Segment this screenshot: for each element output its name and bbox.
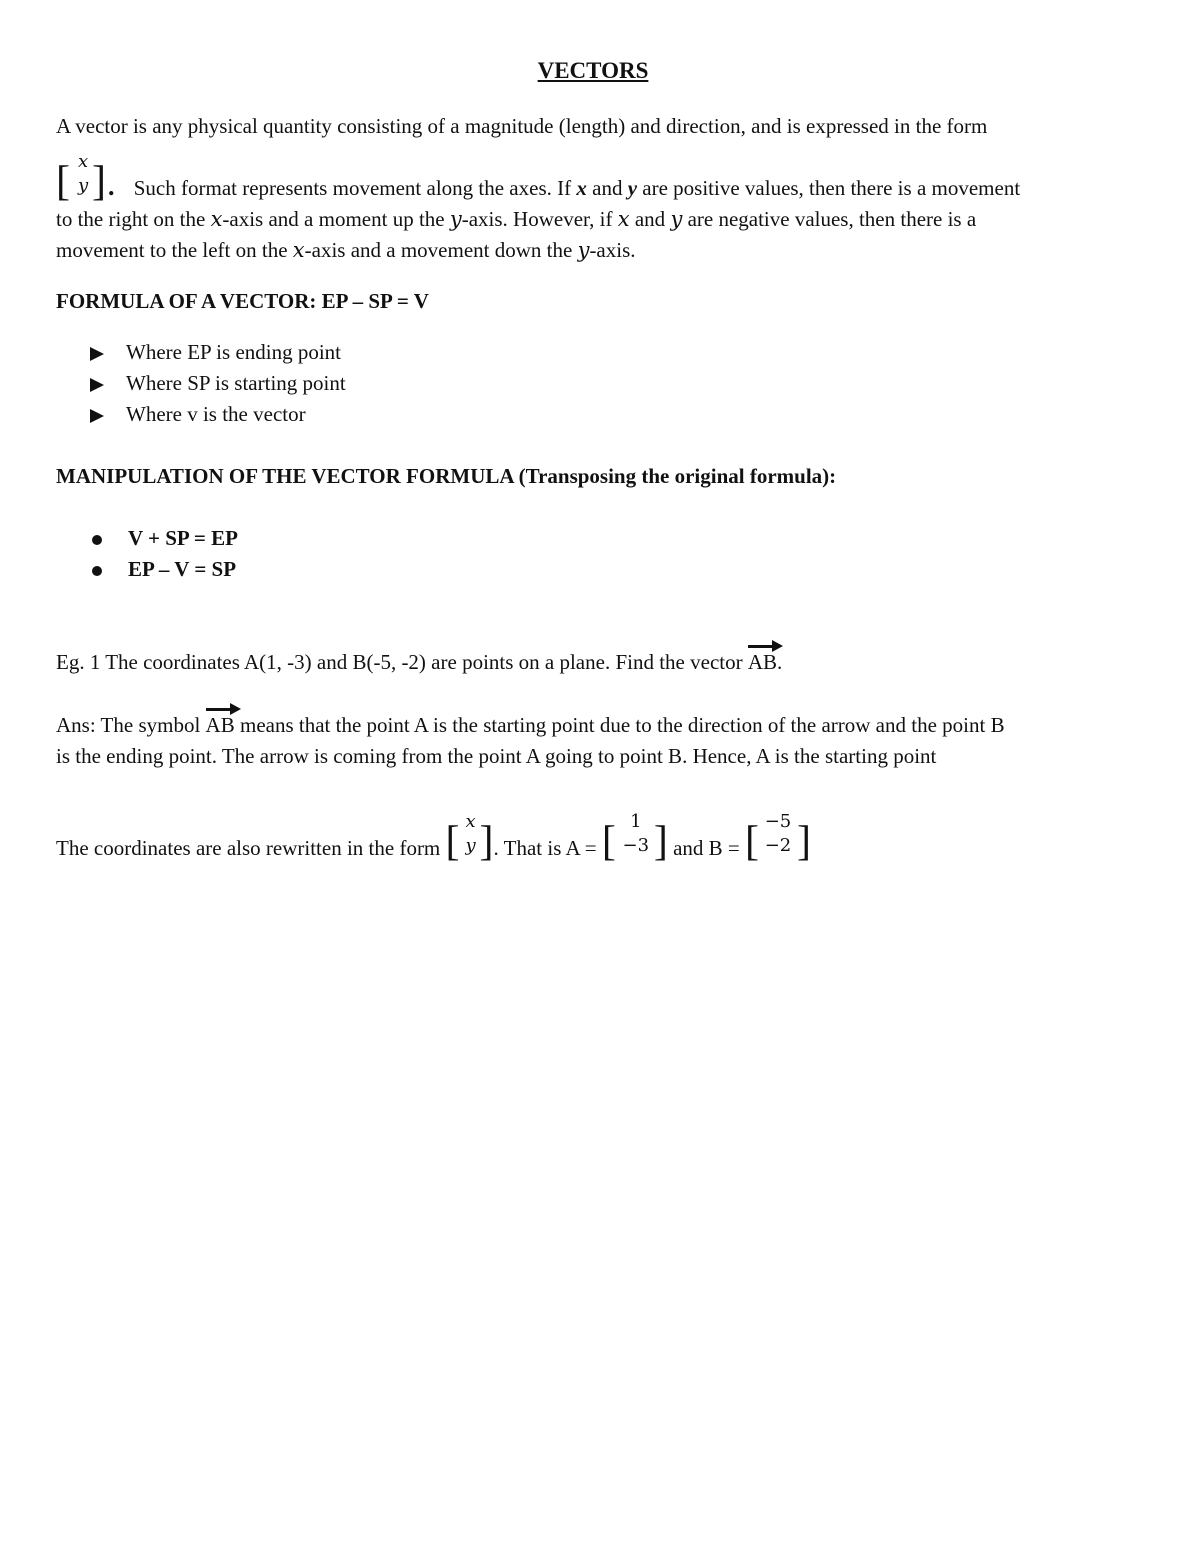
vector-ab: AB bbox=[748, 650, 777, 675]
arrow-bullet-icon bbox=[90, 347, 104, 361]
intro-y-2: y bbox=[449, 207, 462, 231]
list-item-text: EP – V = SP bbox=[128, 557, 237, 581]
intro-text-3e: are negative values, then there is a bbox=[682, 207, 977, 231]
intro-text-3a: to the right on the bbox=[56, 207, 211, 231]
coords-text-c: and B = bbox=[667, 835, 745, 860]
intro-and: and bbox=[586, 175, 628, 200]
column-vector-b: [ −5 −2 ] bbox=[745, 811, 811, 865]
intro-text-2a: Such format represents movement along the axes. If bbox=[133, 175, 577, 200]
example-question-text: Eg. 1 The coordinates A(1, -3) and B(-5, -2) are points on a plane. Find the vector bbox=[56, 650, 748, 674]
intro-text-4a: movement to the left on the bbox=[56, 238, 293, 262]
intro-text-3c: -axis. However, if bbox=[461, 207, 618, 231]
answer-line-1 bbox=[56, 713, 1005, 738]
intro-line-2 bbox=[56, 151, 1021, 212]
list-item-text: Where v is the vector bbox=[126, 402, 306, 426]
intro-x: x bbox=[576, 175, 587, 200]
list-item bbox=[90, 340, 341, 365]
manipulation-heading: MANIPULATION OF THE VECTOR FORMULA (Transposing the original formula): bbox=[56, 464, 837, 488]
intro-text-1: A vector is any physical quantity consisting of a magnitude (length) and direction, and is expressed in the form bbox=[56, 114, 988, 138]
intro-line-4 bbox=[56, 238, 636, 263]
column-vector-xy-2: [ x y ] bbox=[445, 811, 494, 865]
intro-text-3b: -axis and a moment up the bbox=[222, 207, 450, 231]
vector-y: y bbox=[78, 175, 89, 196]
formula-heading: FORMULA OF A VECTOR: EP – SP = V bbox=[56, 289, 429, 313]
coordinates-line bbox=[56, 811, 811, 872]
intro-x-4: x bbox=[292, 238, 305, 262]
intro-y: y bbox=[627, 175, 638, 200]
example-question: Eg. 1 The coordinates A(1, -3) and B(-5, -2) are points on a plane. Find the vector AB. bbox=[56, 650, 782, 675]
dot-bullet-icon bbox=[92, 566, 102, 576]
list-item-text: V + SP = EP bbox=[128, 526, 238, 550]
answer-line-2: is the ending point. The arrow is coming from the point A going to point B. Hence, A is the starting point bbox=[56, 744, 937, 768]
list-item-text: Where SP is starting point bbox=[126, 371, 346, 395]
vector-ab: AB bbox=[206, 713, 235, 738]
intro-text-3d: and bbox=[629, 207, 671, 231]
list-item bbox=[90, 402, 306, 427]
intro-period: . bbox=[108, 171, 115, 201]
intro-text-2b: are positive values, then there is a movement bbox=[637, 175, 1021, 200]
arrow-bullet-icon bbox=[90, 378, 104, 392]
intro-y-3: y bbox=[670, 207, 683, 231]
answer-text-b: means that the point A is the starting point due to the direction of the arrow and the point B bbox=[234, 713, 1005, 737]
intro-text-4c: -axis. bbox=[589, 238, 636, 262]
intro-x-3: x bbox=[617, 207, 630, 231]
coords-text-b: . That is A = bbox=[493, 835, 602, 860]
list-item-text: Where EP is ending point bbox=[126, 340, 342, 364]
dot-bullet-icon bbox=[92, 535, 102, 545]
list-item bbox=[90, 526, 238, 551]
intro-y-4: y bbox=[577, 238, 590, 262]
answer-text-a: Ans: The symbol bbox=[56, 713, 206, 737]
intro-text-4b: -axis and a movement down the bbox=[304, 238, 578, 262]
intro-line-3 bbox=[56, 207, 976, 232]
arrow-bullet-icon bbox=[90, 409, 104, 423]
column-vector-a: [ 1 −3 ] bbox=[601, 811, 668, 865]
list-item bbox=[90, 371, 346, 396]
column-vector-xy: [ x y ] bbox=[56, 151, 106, 205]
page-title: VECTORS bbox=[537, 58, 649, 83]
vector-x: x bbox=[78, 151, 89, 172]
intro-x-2: x bbox=[210, 207, 223, 231]
list-item bbox=[90, 557, 236, 582]
coords-text-a: The coordinates are also rewritten in the form bbox=[56, 835, 446, 860]
intro-line-1 bbox=[56, 114, 987, 139]
